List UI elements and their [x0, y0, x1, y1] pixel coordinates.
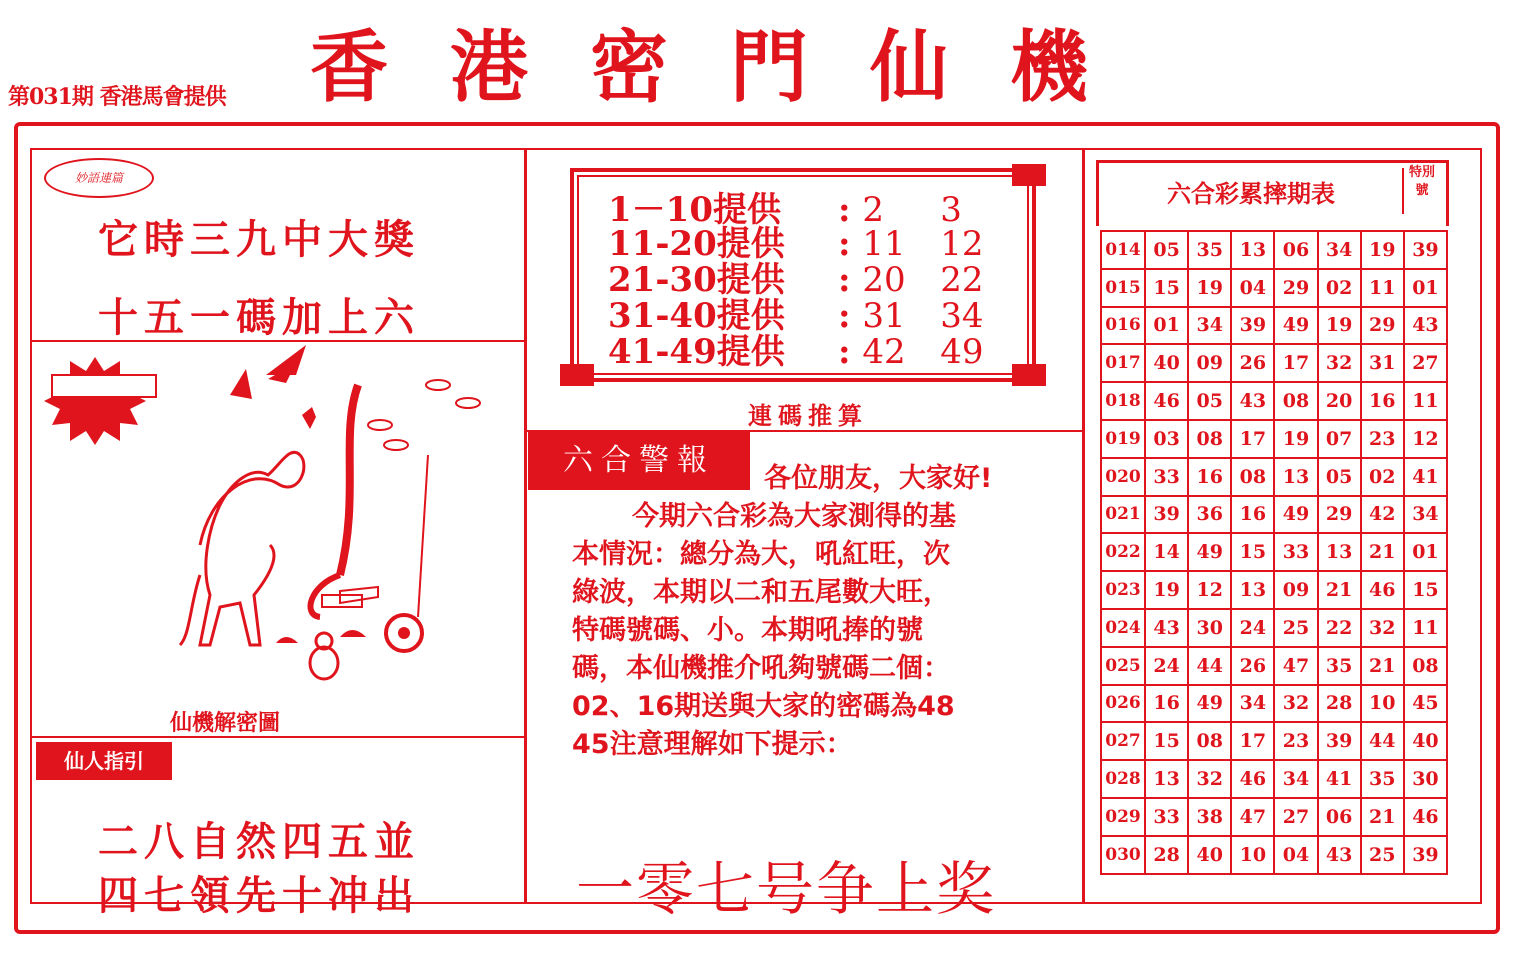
table-row: [1101, 836, 1447, 874]
number-cell: 04: [1274, 836, 1317, 874]
number-cell: 40: [1188, 836, 1231, 874]
number-cell: 46: [1145, 382, 1188, 420]
issue-cell: 026: [1101, 685, 1145, 723]
number-cell: 16: [1145, 685, 1188, 723]
number-cell: 13: [1274, 458, 1317, 496]
range-number: 42: [862, 332, 906, 372]
riddle-picture: [40, 345, 524, 735]
range-label: 21-30提供: [608, 260, 785, 300]
issue-cell: 025: [1101, 647, 1145, 685]
range-number: 12: [940, 224, 984, 264]
number-cell: 46: [1231, 760, 1274, 798]
number-cell: 09: [1188, 344, 1231, 382]
poem-bottom-line-2: 四七領先十冲出: [98, 873, 420, 919]
number-cell: 02: [1318, 269, 1361, 307]
table-row: [1101, 760, 1447, 798]
number-cell: 08: [1188, 420, 1231, 458]
number-cell: 32: [1188, 760, 1231, 798]
number-cell: 47: [1274, 647, 1317, 685]
alert-tag: 六合警報: [528, 432, 750, 490]
number-cell: 21: [1361, 798, 1404, 836]
number-cell: 17: [1274, 344, 1317, 382]
number-cell: 15: [1231, 533, 1274, 571]
column-divider-right: [1082, 150, 1085, 902]
table-row: [1101, 722, 1447, 760]
number-cell: 17: [1231, 420, 1274, 458]
table-row: [1101, 344, 1447, 382]
special-number-cell: 01: [1404, 269, 1447, 307]
special-number-cell: 39: [1404, 836, 1447, 874]
number-cell: 06: [1318, 798, 1361, 836]
range-label: 1－10提供: [608, 190, 781, 230]
number-cell: 33: [1145, 798, 1188, 836]
special-number-cell: 39: [1404, 231, 1447, 269]
issue-cell: 017: [1101, 344, 1145, 382]
number-cell: 35: [1361, 760, 1404, 798]
table-row: [1101, 420, 1447, 458]
number-cell: 34: [1318, 231, 1361, 269]
number-cell: 25: [1361, 836, 1404, 874]
range-row: 41-49提供 : 42 49: [608, 334, 1000, 370]
range-number: 49: [940, 332, 984, 372]
page-title: 香港密門仙機: [310, 23, 1151, 113]
special-number-cell: 34: [1404, 496, 1447, 534]
horse-icon: [200, 452, 304, 645]
range-row: 1－10提供 : 2 3: [608, 192, 1000, 228]
number-cell: 34: [1188, 307, 1231, 345]
number-cell: 21: [1318, 571, 1361, 609]
number-cell: 36: [1188, 496, 1231, 534]
number-cell: 15: [1145, 722, 1188, 760]
number-cell: 46: [1361, 571, 1404, 609]
number-cell: 21: [1361, 533, 1404, 571]
table-box-left: [1096, 160, 1099, 226]
issue-cell: 027: [1101, 722, 1145, 760]
number-cell: 08: [1188, 722, 1231, 760]
number-cell: 06: [1274, 231, 1317, 269]
number-cell: 40: [1145, 344, 1188, 382]
range-label: 11-20提供: [608, 224, 785, 264]
table-row: [1101, 307, 1447, 345]
results-table: [1100, 230, 1448, 875]
number-cell: 42: [1361, 496, 1404, 534]
special-number-header: 特別號: [1408, 165, 1435, 198]
column-divider-left: [524, 150, 527, 902]
number-cell: 13: [1231, 231, 1274, 269]
number-cell: 33: [1274, 533, 1317, 571]
number-cell: 33: [1145, 458, 1188, 496]
special-number-cell: 11: [1404, 382, 1447, 420]
number-cell: 24: [1145, 647, 1188, 685]
combo-label: 連碼推算: [748, 402, 868, 430]
issue-cell: 015: [1101, 269, 1145, 307]
table-row: [1101, 685, 1447, 723]
range-row: 11-20提供 : 11 12: [608, 226, 1000, 262]
table-title: 六合彩累摔期表: [1167, 180, 1335, 208]
number-cell: 32: [1274, 685, 1317, 723]
number-cell: 34: [1274, 760, 1317, 798]
number-cell: 16: [1361, 382, 1404, 420]
special-number-cell: 08: [1404, 647, 1447, 685]
number-cell: 24: [1231, 609, 1274, 647]
message-line: 今期六合彩為大家測得的基: [632, 501, 956, 532]
issue-cell: 024: [1101, 609, 1145, 647]
greeting: 各位朋友，大家好!: [764, 463, 993, 494]
number-cell: 08: [1274, 382, 1317, 420]
special-number-cell: 12: [1404, 420, 1447, 458]
number-cell: 44: [1188, 647, 1231, 685]
poem-top-line-1: 它時三九中大獎: [98, 217, 420, 263]
number-cell: 07: [1318, 420, 1361, 458]
number-cell: 17: [1231, 722, 1274, 760]
special-number-cell: 43: [1404, 307, 1447, 345]
number-cell: 32: [1361, 609, 1404, 647]
number-cell: 28: [1318, 685, 1361, 723]
number-cell: 49: [1188, 685, 1231, 723]
number-cell: 12: [1188, 571, 1231, 609]
number-cell: 43: [1231, 382, 1274, 420]
number-cell: 05: [1145, 231, 1188, 269]
table-row: [1101, 382, 1447, 420]
range-row: 31-40提供 : 31 34: [608, 298, 1000, 334]
message-line: 本情況：總分為大，吼紅旺，次: [572, 539, 950, 570]
number-cell: 15: [1145, 269, 1188, 307]
number-cell: 35: [1318, 647, 1361, 685]
number-cell: 04: [1231, 269, 1274, 307]
range-number: 2: [862, 190, 885, 230]
poem-top-line-2: 十五一碼加上六: [98, 295, 420, 341]
table-row: [1101, 647, 1447, 685]
number-cell: 43: [1318, 836, 1361, 874]
number-cell: 05: [1318, 458, 1361, 496]
table-box-top: [1096, 160, 1448, 163]
number-cell: 26: [1231, 647, 1274, 685]
table-box-right: [1446, 160, 1449, 226]
number-cell: 29: [1274, 269, 1317, 307]
number-cell: 19: [1318, 307, 1361, 345]
guide-tag: 仙人指引: [36, 742, 172, 780]
special-number-cell: 46: [1404, 798, 1447, 836]
special-number-cell: 11: [1404, 609, 1447, 647]
number-cell: 41: [1318, 760, 1361, 798]
table-row: [1101, 458, 1447, 496]
range-number: 3: [940, 190, 962, 230]
number-cell: 01: [1145, 307, 1188, 345]
table-row: [1101, 609, 1447, 647]
number-cell: 05: [1188, 382, 1231, 420]
masthead: [0, 0, 1532, 120]
number-cell: 25: [1274, 609, 1317, 647]
issue-cell: 019: [1101, 420, 1145, 458]
number-cell: 44: [1361, 722, 1404, 760]
number-cell: 21: [1361, 647, 1404, 685]
table-row: [1101, 533, 1447, 571]
issue-cell: 021: [1101, 496, 1145, 534]
slogan: 一零七号争上奖: [576, 855, 997, 923]
number-cell: 16: [1231, 496, 1274, 534]
picture-caption: 仙機解密圖: [170, 711, 281, 736]
number-cell: 19: [1145, 571, 1188, 609]
number-cell: 29: [1361, 307, 1404, 345]
range-number: 20: [862, 260, 906, 300]
message-line: 45注意理解如下提示：: [572, 729, 853, 760]
number-cell: 27: [1274, 798, 1317, 836]
special-number-cell: 41: [1404, 458, 1447, 496]
number-cell: 02: [1361, 458, 1404, 496]
number-cell: 22: [1318, 609, 1361, 647]
issue-cell: 022: [1101, 533, 1145, 571]
table-row: [1101, 496, 1447, 534]
number-cell: 23: [1361, 420, 1404, 458]
range-number: 11: [862, 224, 906, 264]
range-number: 31: [862, 296, 906, 336]
number-cell: 13: [1231, 571, 1274, 609]
number-cell: 29: [1318, 496, 1361, 534]
issue-cell: 028: [1101, 760, 1145, 798]
number-cell: 20: [1318, 382, 1361, 420]
table-row: [1101, 571, 1447, 609]
oracle-badge: 妙語連篇: [44, 158, 154, 198]
number-cell: 39: [1145, 496, 1188, 534]
message-line: 碼，本仙機推介吼夠號碼二個：: [572, 653, 950, 684]
special-number-cell: 40: [1404, 722, 1447, 760]
range-row: 21-30提供 : 20 22: [608, 262, 1000, 298]
number-cell: 13: [1145, 760, 1188, 798]
issue-cell: 030: [1101, 836, 1145, 874]
poem-bottom-line-1: 二八自然四五並: [98, 819, 420, 865]
number-cell: 35: [1188, 231, 1231, 269]
number-cell: 28: [1145, 836, 1188, 874]
special-number-cell: 27: [1404, 344, 1447, 382]
issue-cell: 020: [1101, 458, 1145, 496]
issue-cell: 029: [1101, 798, 1145, 836]
number-cell: 19: [1274, 420, 1317, 458]
starburst-icon: [44, 357, 146, 445]
number-cell: 34: [1231, 685, 1274, 723]
number-cell: 39: [1318, 722, 1361, 760]
number-cell: 26: [1231, 344, 1274, 382]
number-cell: 39: [1231, 307, 1274, 345]
message-line: 02、16期送與大家的密碼為48: [572, 691, 955, 722]
special-number-cell: 45: [1404, 685, 1447, 723]
number-cell: 23: [1274, 722, 1317, 760]
number-cell: 38: [1188, 798, 1231, 836]
number-cell: 30: [1188, 609, 1231, 647]
issue-cell: 016: [1101, 307, 1145, 345]
number-cell: 49: [1188, 533, 1231, 571]
number-cell: 16: [1188, 458, 1231, 496]
number-cell: 10: [1231, 836, 1274, 874]
number-cell: 19: [1188, 269, 1231, 307]
number-cell: 09: [1274, 571, 1317, 609]
table-title-divider: [1402, 168, 1404, 214]
number-cell: 11: [1361, 269, 1404, 307]
number-cell: 49: [1274, 496, 1317, 534]
issue-cell: 018: [1101, 382, 1145, 420]
special-number-cell: 30: [1404, 760, 1447, 798]
number-cell: 14: [1145, 533, 1188, 571]
message-line: 特碼號碼、小。本期吼捧的號: [572, 615, 923, 646]
special-number-cell: 01: [1404, 533, 1447, 571]
table-row: [1101, 798, 1447, 836]
issue-cell: 014: [1101, 231, 1145, 269]
number-cell: 10: [1361, 685, 1404, 723]
message-line: 綠波，本期以二和五尾數大旺，: [572, 577, 950, 608]
issue-label: 第031期 香港馬會提供: [8, 84, 226, 110]
number-cell: 08: [1231, 458, 1274, 496]
table-row: [1101, 231, 1447, 269]
number-cell: 43: [1145, 609, 1188, 647]
gourd-icon: [310, 647, 338, 679]
number-cell: 49: [1274, 307, 1317, 345]
issue-cell: 023: [1101, 571, 1145, 609]
number-cell: 32: [1318, 344, 1361, 382]
special-number-cell: 15: [1404, 571, 1447, 609]
number-cell: 47: [1231, 798, 1274, 836]
table-row: [1101, 269, 1447, 307]
number-cell: 13: [1318, 533, 1361, 571]
range-number: 22: [940, 260, 984, 300]
number-cell: 19: [1361, 231, 1404, 269]
range-label: 41-49提供: [608, 332, 785, 372]
number-cell: 31: [1361, 344, 1404, 382]
range-number: 34: [940, 296, 984, 336]
range-label: 31-40提供: [608, 296, 785, 336]
number-cell: 03: [1145, 420, 1188, 458]
